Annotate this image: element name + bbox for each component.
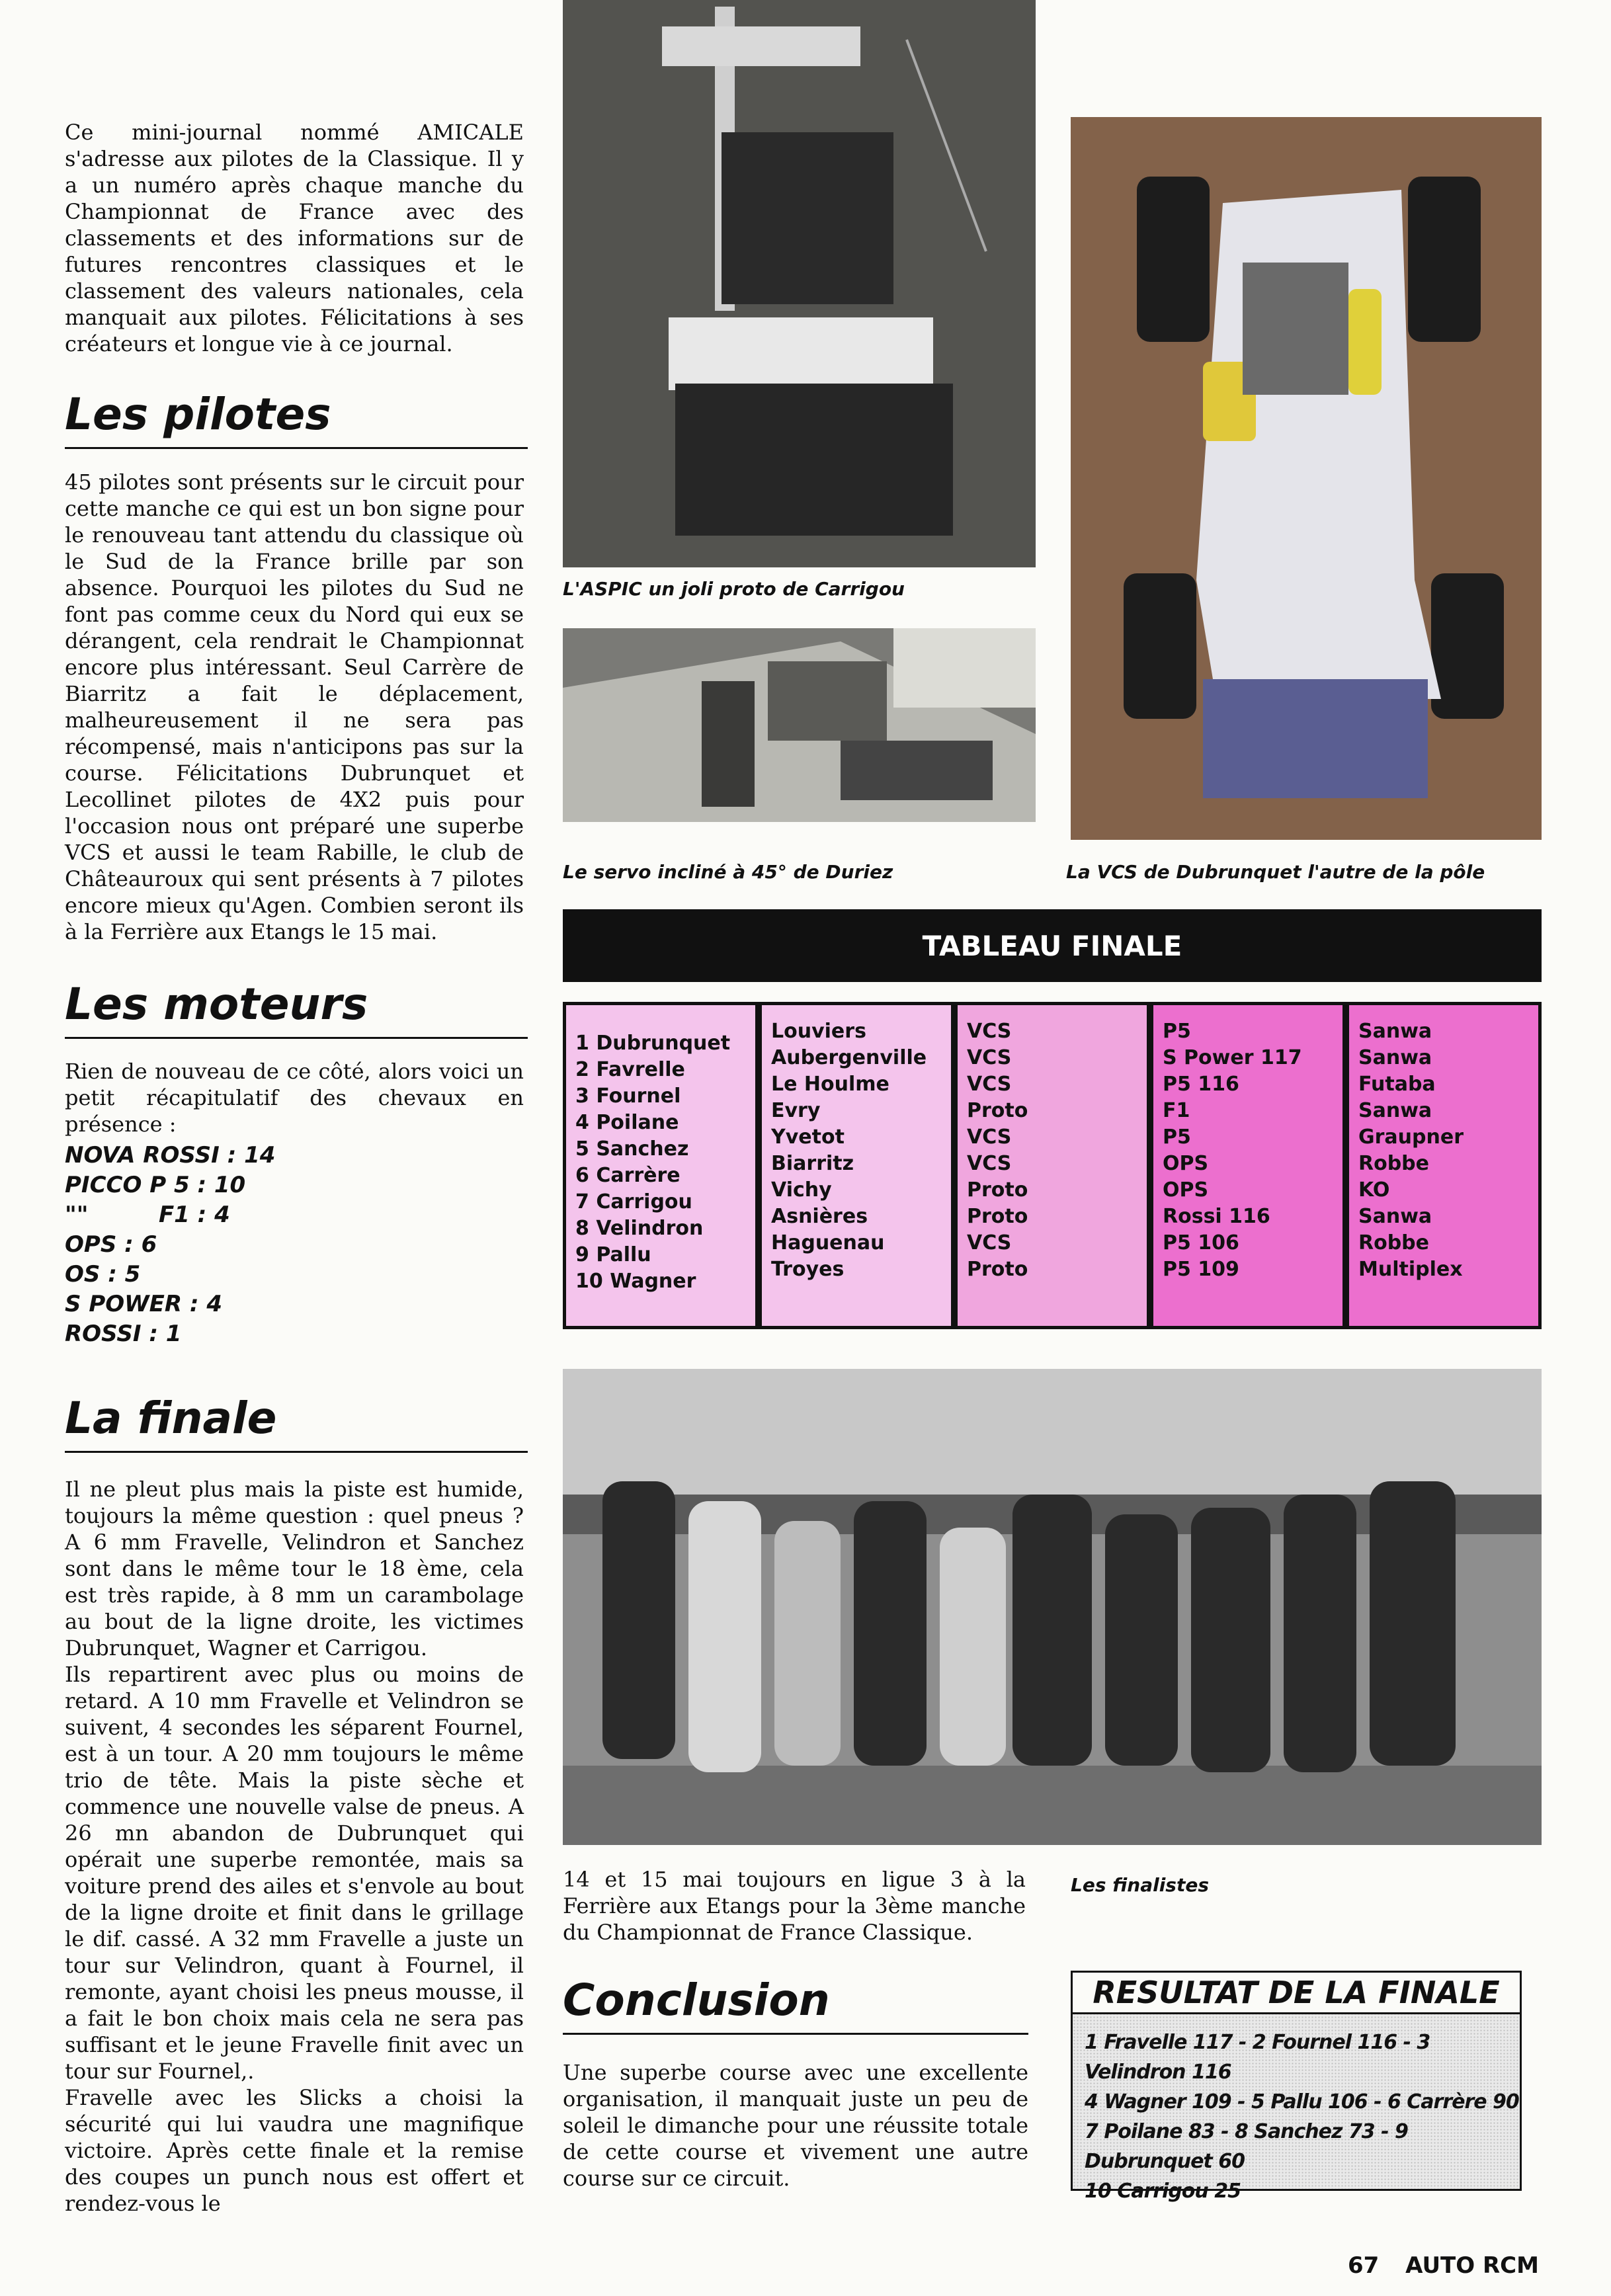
results-table bbox=[563, 1002, 1542, 1329]
table-cell: VCS bbox=[967, 1073, 1012, 1096]
table-cell: Proto bbox=[967, 1205, 1028, 1228]
result-title: RESULTAT DE LA FINALE bbox=[1073, 1973, 1520, 2014]
caption-finalistes: Les finalistes bbox=[1071, 1874, 1210, 1896]
table-cell: Futaba bbox=[1358, 1073, 1436, 1096]
table-cell: F1 bbox=[1163, 1099, 1190, 1122]
table-cell: Proto bbox=[967, 1178, 1028, 1202]
table-cell: 5 Sanchez bbox=[575, 1137, 689, 1161]
page-footer bbox=[1348, 2252, 1546, 2279]
result-line: 10 Carrigou 25 bbox=[1085, 2180, 1241, 2203]
motor-item: "" F1 : 4 bbox=[65, 1202, 230, 1228]
heading-pilotes: Les pilotes bbox=[65, 389, 331, 440]
table-cell: OPS bbox=[1163, 1178, 1209, 1202]
table-cell: P5 bbox=[1163, 1126, 1191, 1149]
table-cell: P5 109 bbox=[1163, 1258, 1239, 1281]
table-cell: 3 Fournel bbox=[575, 1085, 681, 1108]
motor-item: NOVA ROSSI : 14 bbox=[65, 1142, 276, 1168]
table-cell: Sanwa bbox=[1358, 1099, 1432, 1122]
heading-finale: La finale bbox=[65, 1393, 277, 1444]
motor-item: S POWER : 4 bbox=[65, 1291, 222, 1317]
table-cell: P5 bbox=[1163, 1020, 1191, 1043]
table-cell: 6 Carrère bbox=[575, 1164, 681, 1187]
result-list bbox=[1073, 2014, 1520, 2206]
table-cell: Graupner bbox=[1358, 1126, 1464, 1149]
table-cell: KO bbox=[1358, 1178, 1390, 1202]
table-cell: 4 Poilane bbox=[575, 1111, 679, 1134]
motor-item: OPS : 6 bbox=[65, 1231, 157, 1258]
table-cell: VCS bbox=[967, 1126, 1012, 1149]
result-box bbox=[1071, 1971, 1522, 2203]
table-cell: S Power 117 bbox=[1163, 1046, 1302, 1069]
pilotes-paragraph: 45 pilotes sont présents sur le circuit pour cette manche ce qui est un bon signe pour le renouveau tant attendu du classique où le Sud de la France brille par son absence. Pourquoi les pilotes du Sud ne font pas comme ceux du Nord qui eux se dérangent, cela rendrait le Championnat encore plus intéressant. Seul Carrère de Biarritz a fait le déplacement, malheureusement il ne sera pas récompensé, mais n'anticipons pas sur la course. Félicitations Dubrunquet et Lecollinet pilotes de 4X2 puis pour l'occasion nous ont préparé une superbe VCS et aussi le team Rabille, le club de Châteauroux qui sent présents à 7 pilotes encore mieux qu'Agen. Combien seront ils à la Ferrière aux Etangs le 15 mai. bbox=[65, 470, 524, 944]
table-cell: VCS bbox=[967, 1231, 1012, 1254]
motor-item: PICCO P 5 : 10 bbox=[65, 1172, 246, 1198]
table-cell: 7 Carrigou bbox=[575, 1190, 692, 1213]
table-cell: P5 106 bbox=[1163, 1231, 1239, 1254]
table-cell: 10 Wagner bbox=[575, 1270, 696, 1293]
table-cell: VCS bbox=[967, 1020, 1012, 1043]
intro-paragraph: Ce mini-journal nommé AMICALE s'adresse aux pilotes de la Classique. Il y a un numéro après chaque manche du Championnat de France avec des classements et des informations sur de futures rencontres classiques et le classement des valeurs nationales, cela manquait aux pilotes. Félicitations à ses créateurs et longue vie à ce journal. bbox=[65, 120, 524, 356]
table-cell: Multiplex bbox=[1358, 1258, 1463, 1281]
section-heading-conclusion bbox=[563, 1977, 1028, 2035]
table-cell: Sanwa bbox=[1358, 1046, 1432, 1069]
table-cell: Biarritz bbox=[771, 1152, 854, 1175]
finale-paragraph: Il ne pleut plus mais la piste est humide, toujours la même question : quel pneus ? A 6 mm Fravelle, Velindron et Sanchez sont dans le même tour le 18 ème, cela est très rapide, à 8 mm un carambolage au bout de la ligne droite, les victimes Dubrunquet, Wagner et Carrigou. Ils repartirent avec plus ou moins de retard. A 10 mm Fravelle et Velindron se suivent, 4 secondes les séparent Fournel, est à un tour. A 20 mm toujours le même trio de tête. Mais la piste sèche et commence une nouvelle valse de pneus. A 26 mn abandon de Dubrunquet qui opérait une superbe remontée, mais sa voiture prend des ailes et s'envole au bout de la ligne droite et finit dans le grillage le dif. cassé. A 32 mm Fravelle a juste un tour sur Velindron, quant à Fournel, il remonte, ayant choisi les pneus mousse, il a fait le bon choix mais cela ne sera pas suffisant et le jeune Fravelle finit avec un tour sur Fournel,. Fravelle avec les Slicks a choisi la sécurité qui lui vaudra une magnifique victoire. Après cette finale et la remise des coupes un punch nous est offert et rendez-vous le bbox=[65, 1477, 524, 2216]
table-cell: 8 Velindron bbox=[575, 1217, 704, 1240]
table-cell: Aubergenville bbox=[771, 1046, 927, 1069]
result-line: 7 Poilane 83 - 8 Sanchez 73 - 9 Dubrunquet 60 bbox=[1085, 2120, 1408, 2173]
moteurs-paragraph: Rien de nouveau de ce côté, alors voici un petit récapitulatif des chevaux en présence : bbox=[65, 1059, 524, 1137]
table-cell: Asnières bbox=[771, 1205, 868, 1228]
table-cell: Sanwa bbox=[1358, 1205, 1432, 1228]
page-number: 67 bbox=[1348, 2252, 1380, 2279]
motor-item: ROSSI : 1 bbox=[65, 1321, 182, 1347]
photo-finalistes bbox=[563, 1369, 1542, 1845]
finale-continued: 14 et 15 mai toujours en ligue 3 à la Ferrière aux Etangs pour la 3ème manche du Championnat de France Classique. bbox=[563, 1867, 1026, 1945]
table-cell: Rossi 116 bbox=[1163, 1205, 1270, 1228]
photo-servo bbox=[563, 628, 1036, 822]
table-title: TABLEAU FINALE bbox=[563, 909, 1542, 982]
table-cell: Louviers bbox=[771, 1020, 866, 1043]
motor-item: OS : 5 bbox=[65, 1261, 141, 1288]
photo-aspic-chassis bbox=[563, 0, 1036, 567]
table-cell: Vichy bbox=[771, 1178, 832, 1202]
table-cell: Proto bbox=[967, 1258, 1028, 1281]
table-cell: Robbe bbox=[1358, 1231, 1430, 1254]
table-cell: Sanwa bbox=[1358, 1020, 1432, 1043]
result-line: 4 Wagner 109 - 5 Pallu 106 - 6 Carrère 90 bbox=[1085, 2090, 1519, 2113]
table-column-radio bbox=[1346, 1002, 1542, 1329]
magazine-name: AUTO RCM bbox=[1405, 2252, 1539, 2279]
table-column-club bbox=[759, 1002, 954, 1329]
table-cell: Le Houlme bbox=[771, 1073, 889, 1096]
table-cell: 2 Favrelle bbox=[575, 1058, 685, 1081]
heading-conclusion: Conclusion bbox=[563, 1975, 830, 2026]
heading-moteurs: Les moteurs bbox=[65, 979, 368, 1030]
caption-servo: Le servo incliné à 45° de Duriez bbox=[563, 861, 893, 883]
section-heading-finale bbox=[65, 1395, 528, 1453]
table-cell: Yvetot bbox=[771, 1126, 845, 1149]
table-cell: Robbe bbox=[1358, 1152, 1430, 1175]
caption-aspic: L'ASPIC un joli proto de Carrigou bbox=[563, 578, 905, 600]
section-heading-pilotes bbox=[65, 391, 528, 449]
result-line: 1 Fravelle 117 - 2 Fournel 116 - 3 Velindron 116 bbox=[1085, 2031, 1430, 2084]
photo-vcs-dubrunquet bbox=[1071, 117, 1542, 840]
table-cell: Troyes bbox=[771, 1258, 845, 1281]
table-column-chassis bbox=[954, 1002, 1150, 1329]
conclusion-paragraph: Une superbe course avec une excellente organisation, il manquait juste un peu de soleil le dimanche pour une réussite totale de cette course et vivement une autre course sur ce circuit. bbox=[563, 2060, 1028, 2191]
table-cell: OPS bbox=[1163, 1152, 1209, 1175]
table-cell: 1 Dubrunquet bbox=[575, 1032, 731, 1055]
section-heading-moteurs bbox=[65, 981, 528, 1039]
moteurs-list bbox=[65, 1141, 462, 1349]
table-cell: 9 Pallu bbox=[575, 1243, 651, 1266]
table-cell: VCS bbox=[967, 1152, 1012, 1175]
caption-vcs: La VCS de Dubrunquet l'autre de la pôle bbox=[1066, 861, 1485, 883]
table-cell: VCS bbox=[967, 1046, 1012, 1069]
table-cell: Haguenau bbox=[771, 1231, 885, 1254]
table-cell: P5 116 bbox=[1163, 1073, 1239, 1096]
table-cell: Proto bbox=[967, 1099, 1028, 1122]
table-column-pilote bbox=[563, 1002, 759, 1329]
table-cell: Evry bbox=[771, 1099, 821, 1122]
table-column-moteur bbox=[1150, 1002, 1346, 1329]
